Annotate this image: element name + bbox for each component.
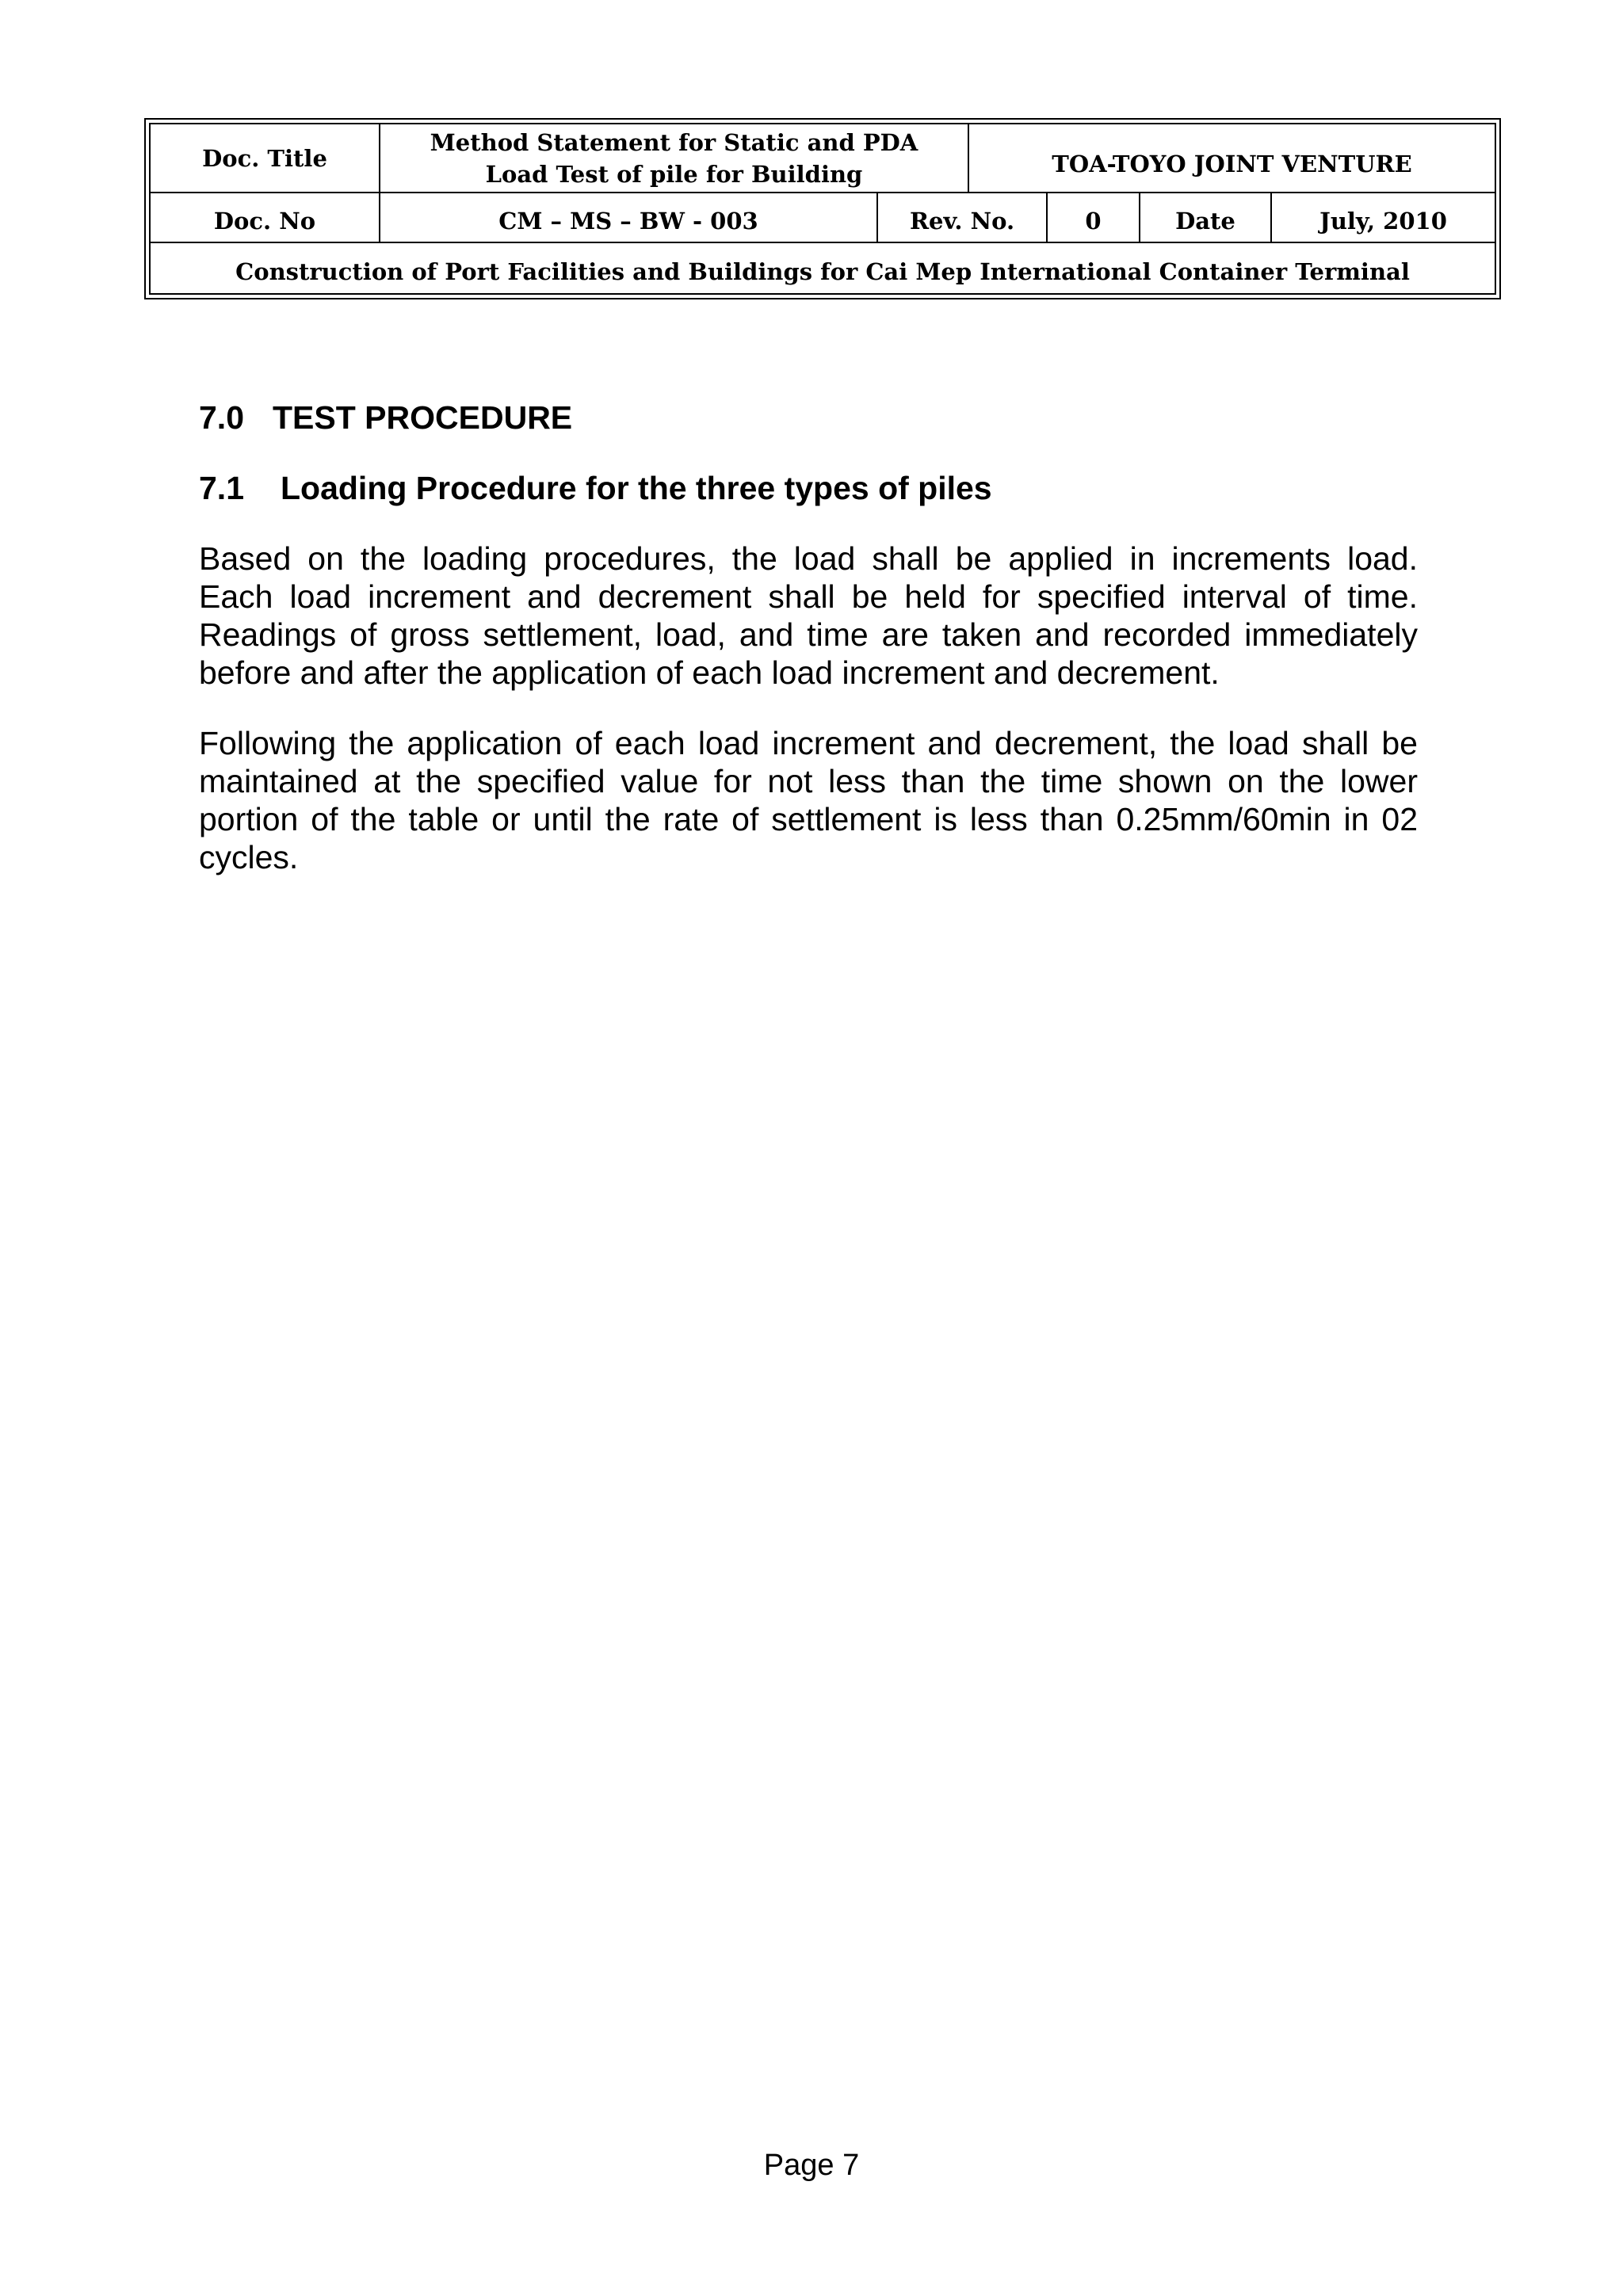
paragraph-line: cycles. [199,839,299,875]
doc-title-label: Doc. Title [151,124,380,193]
document-header-inner-frame [149,123,1496,295]
project-title: Construction of Port Facilities and Buildings for Cai Mep International Container Terminal [235,257,1410,285]
section-number: 7.0 [199,399,244,436]
paragraph-1 [199,540,1418,692]
section-title: Loading Procedure for the three types of piles [281,470,992,506]
doc-title-value [380,124,969,193]
document-header-table [144,118,1501,299]
rev-no-value: 0 [1048,193,1140,243]
doc-no-label: Doc. No [151,193,380,243]
paragraph-line: maintained at the specified value for not less than the time shown on the lower [199,763,1418,799]
document-body [199,399,1418,909]
doc-title-line-1: Method Statement for Static and PDA [430,128,918,156]
doc-no-value: CM – MS – BW - 003 [380,193,878,243]
section-title: TEST PROCEDURE [273,399,573,436]
paragraph-line: before and after the application of each load increment and decrement. [199,654,1220,691]
section-number: 7.1 [199,470,244,506]
paragraph-line: Each load increment and decrement shall be held for specified interval of time. [199,578,1418,615]
paragraph-line: Following the application of each load increment and decrement, the load shall be [199,725,1418,761]
rev-no-label: Rev. No. [878,193,1048,243]
date-label: Date [1140,193,1272,243]
section-heading-7-0 [199,399,1418,437]
date-value: July, 2010 [1272,193,1495,243]
section-heading-7-1 [199,469,1418,507]
paragraph-line: portion of the table or until the rate of settlement is less than 0.25mm/60min in 02 [199,801,1418,837]
paragraph-line: Readings of gross settlement, load, and time are taken and recorded immediately [199,616,1418,653]
page-number: Page 7 [763,2149,860,2182]
paragraph-2 [199,724,1418,876]
company-name: TOA-TOYO JOINT VENTURE [969,124,1495,193]
doc-title-line-2: Load Test of pile for Building [485,160,863,188]
paragraph-line: Based on the loading procedures, the load shall be applied in increments load. [199,540,1418,577]
